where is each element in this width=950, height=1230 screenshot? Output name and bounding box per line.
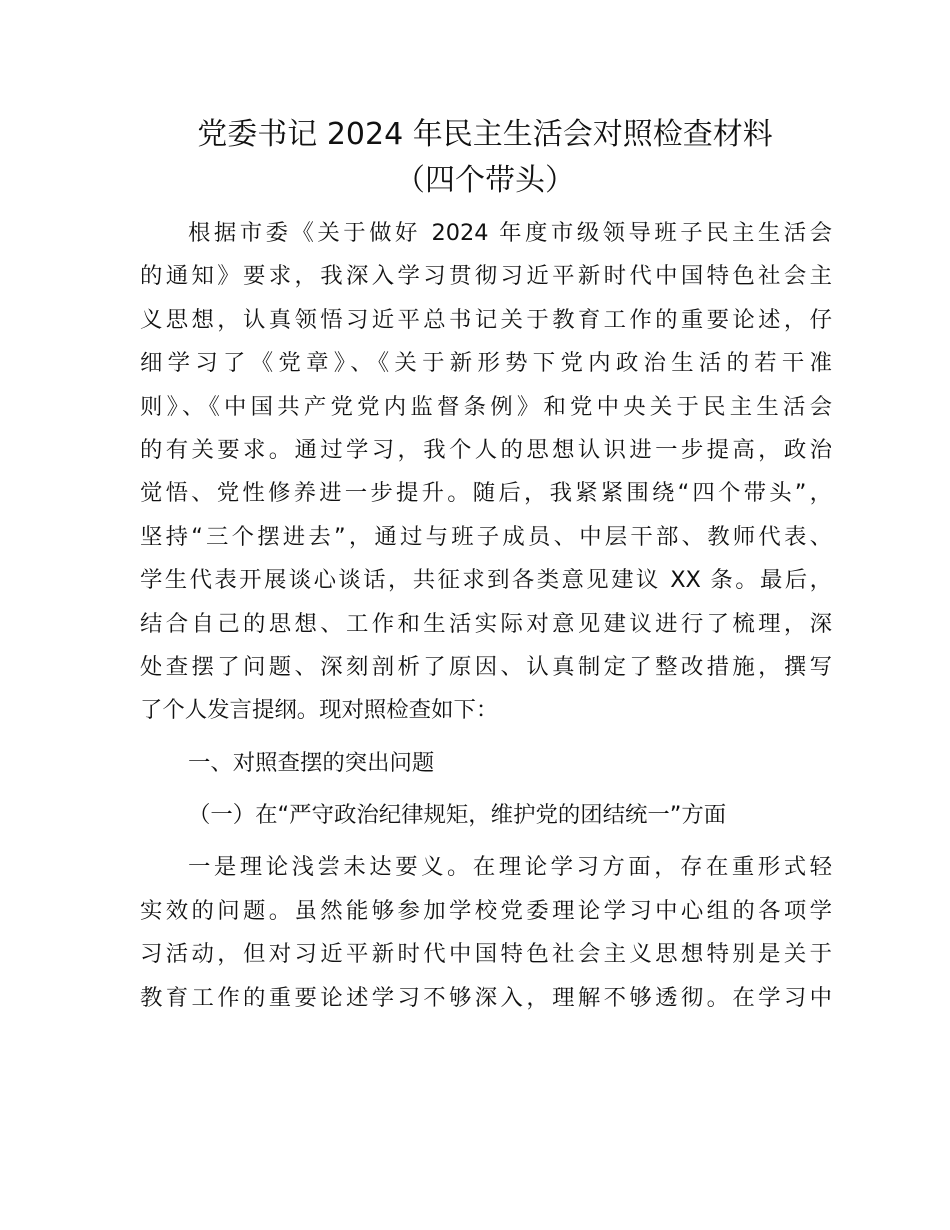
spacer bbox=[140, 733, 832, 742]
title-line-1: 党委书记 2024 年民主生活会对照检查材料 bbox=[197, 117, 773, 152]
document-body bbox=[140, 212, 832, 1020]
paragraph-1-line: 处查摆了问题、深刻剖析了原因、认真制定了整改措施，撰写 bbox=[140, 653, 832, 680]
paragraph-1-line: 学生代表开展谈心谈话，共征求到各类意见建议 XX 条。最后， bbox=[140, 567, 832, 594]
paragraph-1-line: 坚持“三个摆进去”，通过与班子成员、中层干部、教师代表、 bbox=[140, 523, 832, 550]
paragraph-1-line: 则》、《中国共产党党内监督条例》和党中央关于民主生活会 bbox=[140, 393, 832, 420]
paragraph-1-line: 觉悟、党性修养进一步提升。随后，我紧紧围绕“四个带头”， bbox=[140, 480, 832, 507]
paragraph-2 bbox=[140, 846, 832, 1020]
spacer bbox=[140, 837, 832, 846]
paragraph-2-line: 习活动，但对习近平新时代中国特色社会主义思想特别是关于 bbox=[140, 941, 832, 968]
paragraph-2-line: 教育工作的重要论述学习不够深入，理解不够透彻。在学习中 bbox=[140, 984, 832, 1011]
section-heading: 一、对照查摆的突出问题 bbox=[188, 749, 435, 776]
paragraph-1 bbox=[140, 212, 832, 733]
paragraph-1-line: 了个人发言提纲。现对照检查如下： bbox=[140, 697, 499, 724]
paragraph-1-line: 结合自己的思想、工作和生活实际对意见建议进行了梳理，深 bbox=[140, 610, 832, 637]
spacer bbox=[140, 785, 832, 794]
paragraph-1-line: 的通知》要求，我深入学习贯彻习近平新时代中国特色社会主 bbox=[140, 263, 832, 290]
paragraph-2-line: 一是理论浅尝未达要义。在理论学习方面，存在重形式轻 bbox=[188, 854, 832, 881]
paragraph-1-line: 的有关要求。通过学习，我个人的思想认识进一步提高，政治 bbox=[140, 436, 832, 463]
subsection-heading: （一）在“严守政治纪律规矩，维护党的团结统一”方面 bbox=[188, 802, 727, 829]
paragraph-1-line: 根据市委《关于做好 2024 年度市级领导班子民主生活会 bbox=[188, 220, 832, 246]
paragraph-1-line: 细学习了《党章》、《关于新形势下党内政治生活的若干准 bbox=[140, 350, 832, 377]
document-title bbox=[140, 112, 830, 204]
paragraph-2-line: 实效的问题。虽然能够参加学校党委理论学习中心组的各项学 bbox=[140, 897, 832, 924]
paragraph-1-line: 义思想，认真领悟习近平总书记关于教育工作的重要论述，仔 bbox=[140, 306, 832, 333]
title-line-2: （四个带头） bbox=[395, 163, 575, 198]
